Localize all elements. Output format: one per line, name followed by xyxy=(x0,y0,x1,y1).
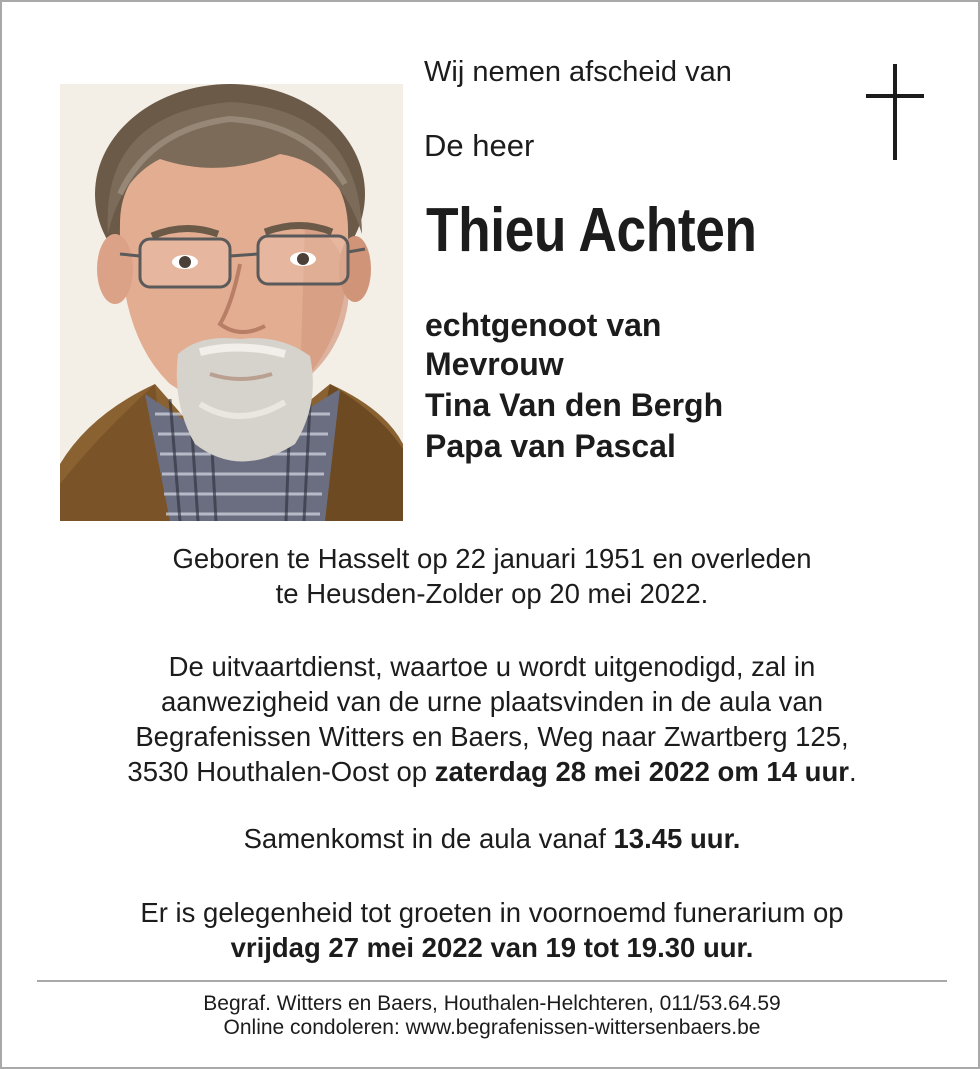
service-line: aanwezigheid van de urne plaatsvinden in de aula van xyxy=(160,686,823,717)
service-line xyxy=(2,754,980,789)
gathering-paragraph xyxy=(2,821,980,856)
deceased-name: Thieu Achten xyxy=(426,196,757,265)
relation-line: Papa van Pascal xyxy=(425,428,676,464)
service-line: De uitvaartdienst, waartoe u wordt uitgenodigd, zal in xyxy=(168,651,816,682)
portrait-photo xyxy=(60,84,403,521)
viewing-date xyxy=(2,930,980,965)
gathering-line xyxy=(2,821,980,856)
viewing-paragraph xyxy=(2,895,980,965)
footer-divider xyxy=(37,980,947,982)
gathering-text: Samenkomst in de aula vanaf xyxy=(243,823,614,854)
viewing-date-text: vrijdag 27 mei 2022 van 19 tot 19.30 uur. xyxy=(230,932,754,963)
gathering-time: 13.45 uur. xyxy=(613,823,741,854)
birth-line: Geboren te Hasselt op 22 januari 1951 en overleden xyxy=(172,543,812,574)
relation-line: Mevrouw xyxy=(425,346,564,382)
birth-death-paragraph xyxy=(2,541,980,611)
service-period: . xyxy=(848,756,857,787)
service-location: 3530 Houthalen-Oost op xyxy=(127,756,435,787)
intro-text: Wij nemen afscheid van xyxy=(424,56,732,88)
online-condolence-link[interactable]: Online condoleren: www.begrafenissen-wittersenbaers.be xyxy=(223,1016,761,1039)
service-date: zaterdag 28 mei 2022 om 14 uur xyxy=(434,756,849,787)
honorific: De heer xyxy=(424,128,535,163)
service-line: Begrafenissen Witters en Baers, Weg naar Zwartberg 125, xyxy=(135,721,849,752)
viewing-line: Er is gelegenheid tot groeten in voornoemd funerarium op xyxy=(140,897,844,928)
latin-cross-icon xyxy=(866,64,924,160)
relation-line: echtgenoot van xyxy=(425,307,662,343)
relation-line: Tina Van den Bergh xyxy=(425,387,724,423)
death-line: te Heusden-Zolder op 20 mei 2022. xyxy=(275,578,709,609)
service-paragraph xyxy=(2,649,980,789)
funeral-home-info: Begraf. Witters en Baers, Houthalen-Helchteren, 011/53.64.59 xyxy=(203,992,781,1015)
